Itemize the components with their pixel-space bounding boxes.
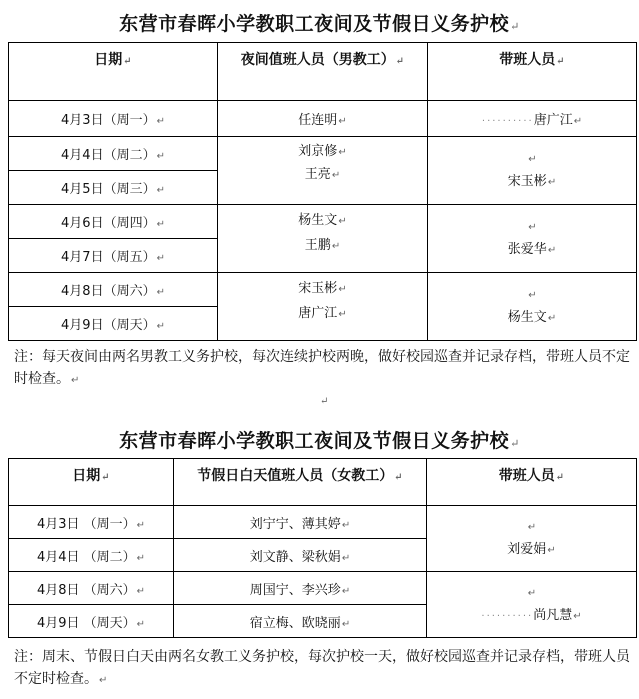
table-row [9, 101, 637, 137]
date-cell: 4月8日（周六）↵ [9, 273, 218, 307]
leader-cell: ↵ ··········尚凡慧↵ [427, 572, 637, 638]
header-date: 日期↵ [9, 43, 218, 101]
table-row [9, 205, 637, 239]
date-cell: 4月4日 （周二）↵ [9, 539, 174, 572]
holiday-duty-note: 注：周末、节假日白天由两名女教工义务护校，每次护校一天，做好校园巡查并记录存档，带班人员不定时检查。↵ [14, 649, 630, 687]
header-leader: 带班人员↵ [428, 43, 637, 101]
header-day-staff: 节假日白天值班人员（女教工）↵ [174, 459, 427, 506]
staff-cell: 刘文静、梁秋娟↵ [174, 539, 427, 572]
staff-cell: 宿立梅、欧晓丽↵ [174, 605, 427, 638]
holiday-duty-table [8, 458, 637, 638]
table-header-row [9, 459, 637, 506]
date-cell: 4月4日（周二）↵ [9, 137, 218, 171]
leader-cell: ··········唐广江↵ [428, 101, 637, 137]
staff-cell: 刘京修↵ 王亮↵ [218, 137, 428, 205]
night-duty-note: 注：每天夜间由两名男教工义务护校，每次连续护校两晚，做好校园巡查并记录存档，带班人员不定时检查。↵ [14, 349, 630, 387]
leader-cell: ↵ 杨生文↵ [428, 273, 637, 341]
staff-cell: 任连明↵ [218, 101, 428, 137]
night-duty-table [8, 42, 637, 341]
schedule-title-night: 东营市春晖小学教职工夜间及节假日义务护校↵ [119, 13, 520, 35]
header-night-staff: 夜间值班人员（男教工）↵ [218, 43, 428, 101]
schedule-title-holiday: 东营市春晖小学教职工夜间及节假日义务护校↵ [119, 430, 520, 452]
table-row [9, 273, 637, 307]
header-date: 日期↵ [9, 459, 174, 506]
date-cell: 4月3日（周一）↵ [9, 101, 218, 137]
staff-cell: 宋玉彬↵ 唐广江↵ [218, 273, 428, 341]
paragraph-mark: ↵ [320, 396, 329, 407]
header-leader: 带班人员↵ [427, 459, 637, 506]
table-row [9, 137, 637, 171]
date-cell: 4月7日（周五）↵ [9, 239, 218, 273]
staff-cell: 杨生文↵ 王鹏↵ [218, 205, 428, 273]
leader-cell: ↵ 张爱华↵ [428, 205, 637, 273]
staff-cell: 周国宁、李兴珍↵ [174, 572, 427, 605]
date-cell: 4月9日 （周天）↵ [9, 605, 174, 638]
date-cell: 4月3日 （周一）↵ [9, 506, 174, 539]
leader-cell: ↵ 宋玉彬↵ [428, 137, 637, 205]
date-cell: 4月6日（周四）↵ [9, 205, 218, 239]
date-cell: 4月9日（周天）↵ [9, 307, 218, 341]
table-row [9, 572, 637, 605]
table-row [9, 506, 637, 539]
date-cell: 4月5日（周三）↵ [9, 171, 218, 205]
staff-cell: 刘宁宁、薄其婷↵ [174, 506, 427, 539]
table-header-row [9, 43, 637, 101]
leader-cell: ↵ 刘爱娟↵ [427, 506, 637, 572]
date-cell: 4月8日 （周六）↵ [9, 572, 174, 605]
